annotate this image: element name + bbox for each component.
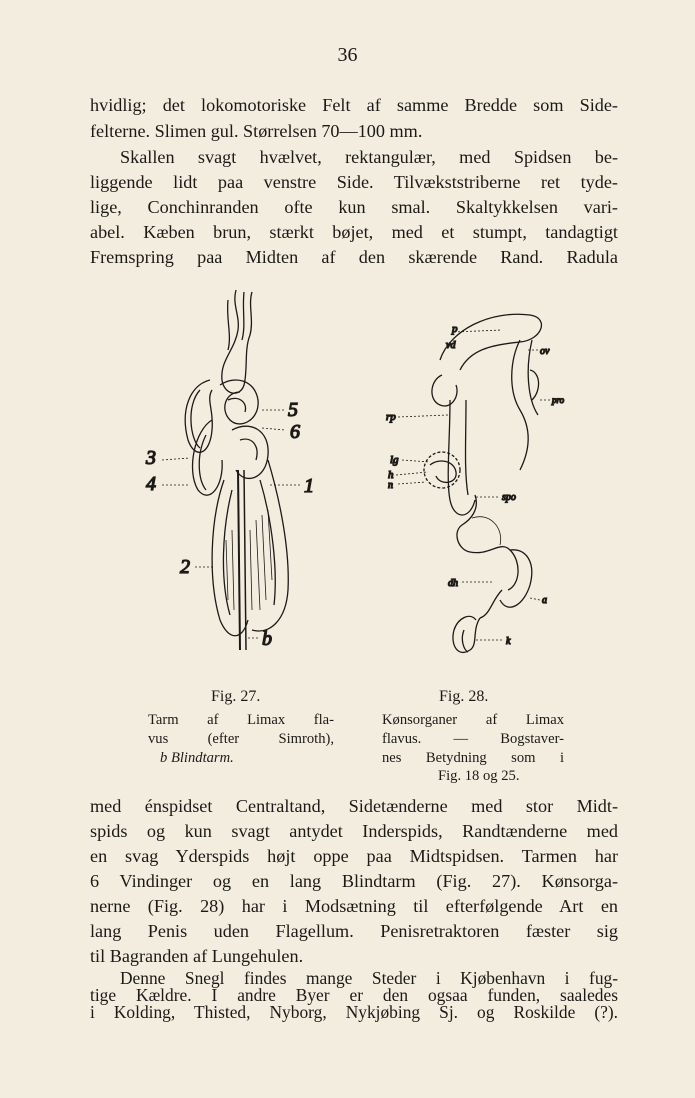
- text-line: tige Kældre. I andre Byer er den ogsaa funden, saaledes: [90, 985, 618, 1005]
- figure-27-illustration: [140, 280, 320, 680]
- text-line: lige, Conchinranden ofte kun smal. Skaltykkelsen vari-: [90, 197, 618, 217]
- figure-28-caption-line: flavus. — Bogstaver-: [382, 731, 564, 747]
- fig27-label: 4: [146, 473, 156, 495]
- figure-27-caption-line: b Blindtarm.: [160, 750, 234, 766]
- fig27-label: 2: [180, 556, 190, 578]
- fig27-label: 3: [146, 447, 156, 469]
- intestine-drawing: [162, 290, 300, 650]
- text-line: 6 Vindinger og en lang Blindtarm (Fig. 27). Kønsorga-: [90, 871, 618, 891]
- fig28-label: rp: [386, 411, 396, 423]
- fig28-label: n: [388, 480, 393, 491]
- text-line: Skallen svagt hvælvet, rektangulær, med Spidsen be-: [120, 147, 618, 167]
- figure-28-illustration: [380, 300, 580, 675]
- text-line: med énspidset Centraltand, Sidetænderne med stor Midt-: [90, 796, 618, 816]
- figure-28-caption-line: nes Betydning som i: [382, 750, 564, 766]
- fig28-label: pro: [552, 395, 565, 405]
- text-line: liggende lidt paa venstre Side. Tilvækststriberne ret tyde-: [90, 172, 618, 192]
- organ-drawing: [396, 314, 550, 652]
- fig28-label: ov: [540, 346, 550, 357]
- figure-28-caption-line: Kønsorganer af Limax: [382, 712, 564, 728]
- fig28-label: h: [388, 469, 394, 481]
- figure-28-caption-line: Fig. 18 og 25.: [438, 768, 520, 784]
- fig28-label: dh: [448, 578, 458, 589]
- text-line: Fremspring paa Midten af den skærende Rand. Radula: [90, 247, 618, 267]
- fig28-label: a: [542, 595, 547, 606]
- fig28-label: lg: [390, 454, 399, 466]
- fig27-label: 5: [288, 399, 298, 421]
- fig27-label: b: [262, 628, 272, 650]
- text-line: abel. Kæben brun, stærkt bøjet, med et stumpt, tandagtigt: [90, 222, 618, 242]
- text-line: spids og kun svagt antydet Inderspids, Randtænderne med: [90, 821, 618, 841]
- text-line: nerne (Fig. 28) har i Modsætning til efterfølgende Art en: [90, 896, 618, 916]
- fig27-label: 6: [290, 421, 300, 443]
- text-line: til Bagranden af Lungehulen.: [90, 946, 304, 966]
- figure-27-title: Fig. 27.: [211, 688, 261, 705]
- figure-27-caption-line: Tarm af Limax fla-: [148, 712, 334, 728]
- fig28-label: vd: [446, 340, 456, 351]
- text-line: lang Penis uden Flagellum. Penisretraktoren fæster sig: [90, 921, 618, 941]
- text-line: felterne. Slimen gul. Størrelsen 70—100 mm.: [90, 121, 423, 141]
- figure-27-caption-line: vus (efter Simroth),: [148, 731, 334, 747]
- page-number: 36: [337, 44, 358, 66]
- fig27-label: 1: [304, 475, 314, 497]
- text-line: Denne Snegl findes mange Steder i Kjøbenhavn i fug-: [120, 968, 618, 988]
- text-line: en svag Yderspids højt oppe paa Midtspidsen. Tarmen har: [90, 846, 618, 866]
- fig28-label: spo: [502, 492, 516, 503]
- text-line: i Kolding, Thisted, Nyborg, Nykjøbing Sj. og Roskilde (?).: [90, 1002, 618, 1022]
- text-line: hvidlig; det lokomotoriske Felt af samme Bredde som Side-: [90, 95, 618, 115]
- figure-28-title: Fig. 28.: [439, 688, 489, 705]
- fig28-label: k: [506, 636, 511, 647]
- fig28-label: p: [452, 323, 458, 335]
